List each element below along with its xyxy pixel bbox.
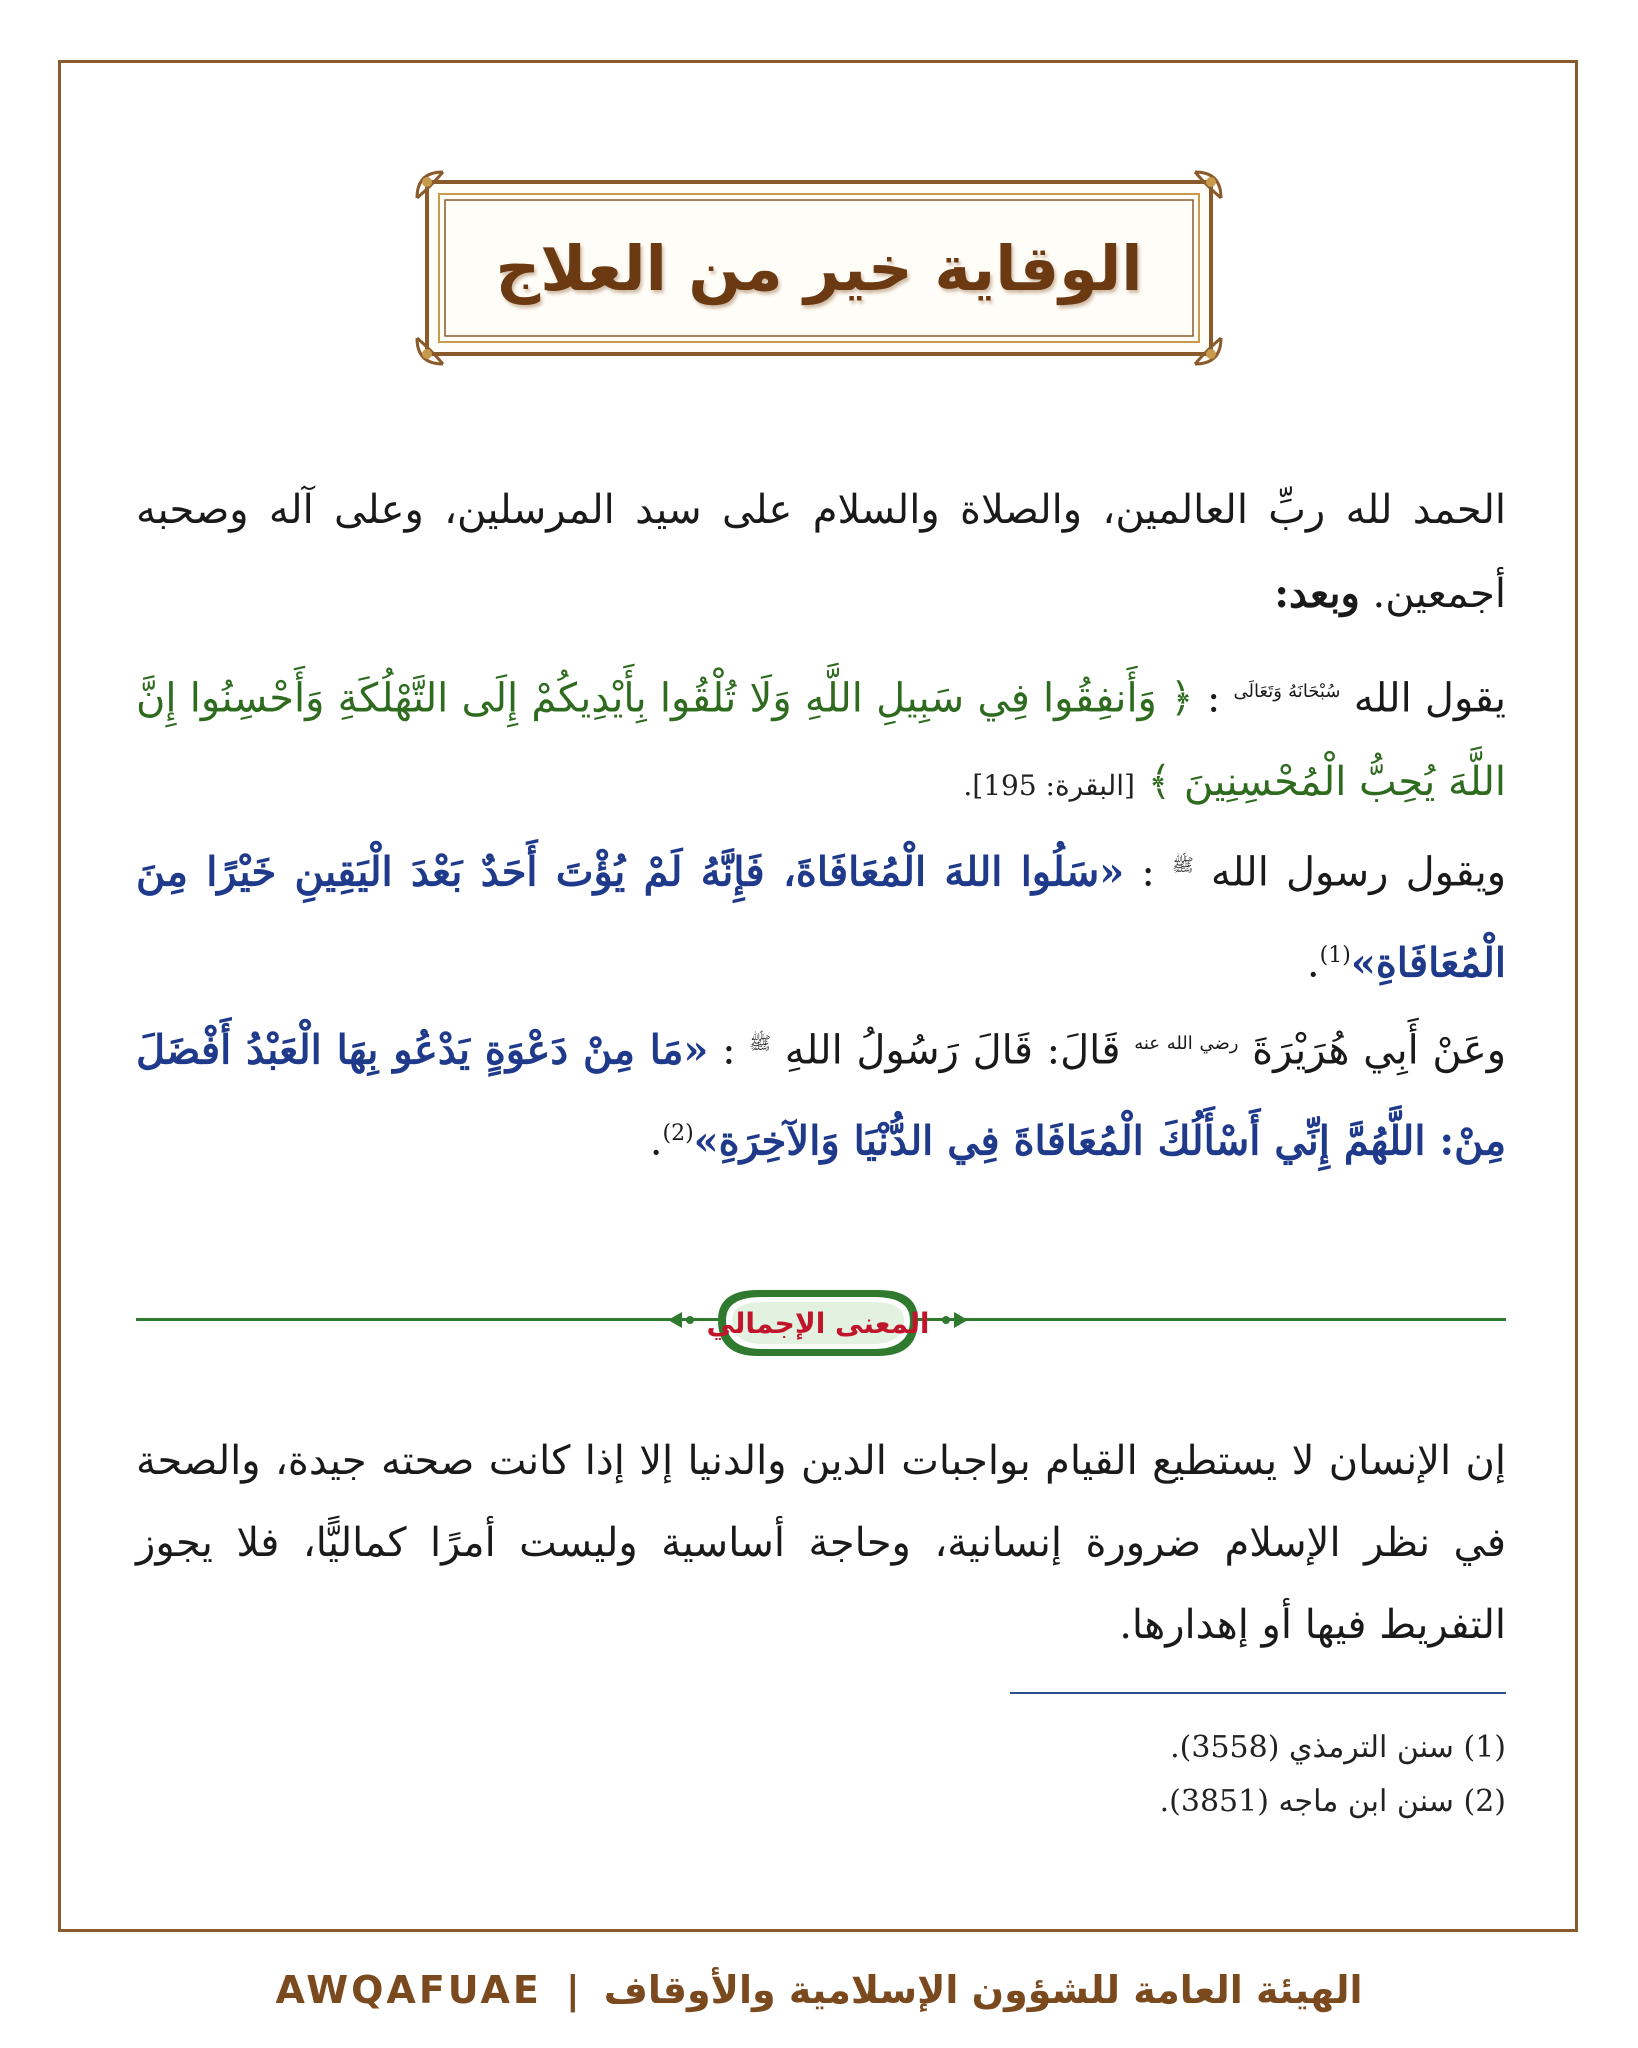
hadith-paragraph-2 — [136, 1002, 1506, 1184]
intro-text: الحمد لله ربِّ العالمين، والصلاة والسلام على سيد المرسلين، وعلى آله وصحبه أجمعين. — [136, 487, 1506, 617]
hadith1-text: «سَلُوا اللهَ الْمُعَافَاةَ، فَإِنَّهُ لَمْ يُؤْتَ أَحَدٌ بَعْدَ الْيَقِينِ خَيْرًا مِنَ الْمُعَافَاةِ» — [136, 848, 1506, 987]
verse-lead: يقول الله — [1353, 675, 1507, 722]
intro-paragraph — [136, 468, 1506, 636]
footnote-1 — [800, 1728, 1506, 1768]
page-title: الوقاية خير من العلاج — [495, 231, 1143, 305]
hadith2-lead: وعَنْ أَبِي هُرَيْرَةَ — [1252, 1027, 1507, 1074]
footer-brand[interactable]: AWQAFUAE — [275, 1968, 542, 2012]
meaning-paragraph: إن الإنسان لا يستطيع القيام بواجبات الدين والدنيا إلا إذا كانت صحته جيدة، والصحة في نظر الإسلام ضرورة إنسانية، وحاجة أساسية وليست أمرًا كماليًّا، فلا يجوز التفريط فيها أو إهدارها. — [136, 1438, 1506, 1648]
verse-honorific: سُبْحَانَهُ وَتَعَالَى — [1233, 681, 1341, 702]
hadith2-text: «مَا مِنْ دَعْوَةٍ يَدْعُو بِهَا الْعَبْدُ أَفْضَلَ مِنْ: اللَّهُمَّ إِنِّي أَسْأَلُكَ الْمُعَافَاةَ فِي الدُّنْيَا وَالآخِرَةِ» — [136, 1026, 1506, 1165]
intro-after: وبعد: — [1274, 570, 1360, 617]
hadith2-honorific-2: ﷺ — [749, 1033, 772, 1054]
hadith1-colon: : — [1141, 849, 1155, 896]
section-label: المعنى الإجمالي — [706, 1306, 930, 1340]
verse-paragraph — [136, 650, 1506, 828]
footnote-number: (1) — [1463, 1730, 1506, 1765]
title-cartouche — [413, 168, 1225, 368]
footnote-marker-2[interactable]: (2) — [662, 1121, 694, 1147]
footnote-marker-1[interactable]: (1) — [1319, 943, 1351, 969]
hadith1-end: . — [1306, 940, 1320, 987]
hadith1-lead: ويقول رسول الله — [1210, 849, 1507, 896]
verse-colon: : — [1206, 675, 1221, 722]
footnote-number: (2) — [1463, 1784, 1506, 1819]
footer — [0, 1960, 1638, 2020]
footnote-text: سنن ابن ماجه (3851). — [1159, 1784, 1454, 1819]
hadith2-honorific: رضي الله عنه — [1134, 1033, 1239, 1054]
footnote-rule — [1010, 1692, 1506, 1694]
verse-text: ﴿ وَأَنفِقُوا فِي سَبِيلِ اللَّهِ وَلَا تُلْقُوا بِأَيْدِيكُمْ إِلَى التَّهْلُكَةِ وَأَحْسِنُوا إِنَّ اللَّهَ يُحِبُّ الْمُحْسِنِينَ ﴾ — [136, 675, 1506, 806]
hadith1-honorific: ﷺ — [1171, 855, 1194, 876]
hadith2-mid: قَالَ: قَالَ رَسُولُ اللهِ — [784, 1027, 1121, 1074]
footnote-text: سنن الترمذي (3558). — [1170, 1730, 1454, 1765]
hadith2-colon: : — [722, 1027, 736, 1074]
hadith-paragraph-1 — [136, 824, 1506, 1006]
verse-reference: [البقرة: 195]. — [963, 769, 1135, 803]
footnote-2 — [800, 1782, 1506, 1822]
footer-separator: | — [565, 1968, 580, 2012]
hadith2-end: . — [649, 1118, 663, 1165]
footer-organization: الهيئة العامة للشؤون الإسلامية والأوقاف — [603, 1968, 1363, 2012]
